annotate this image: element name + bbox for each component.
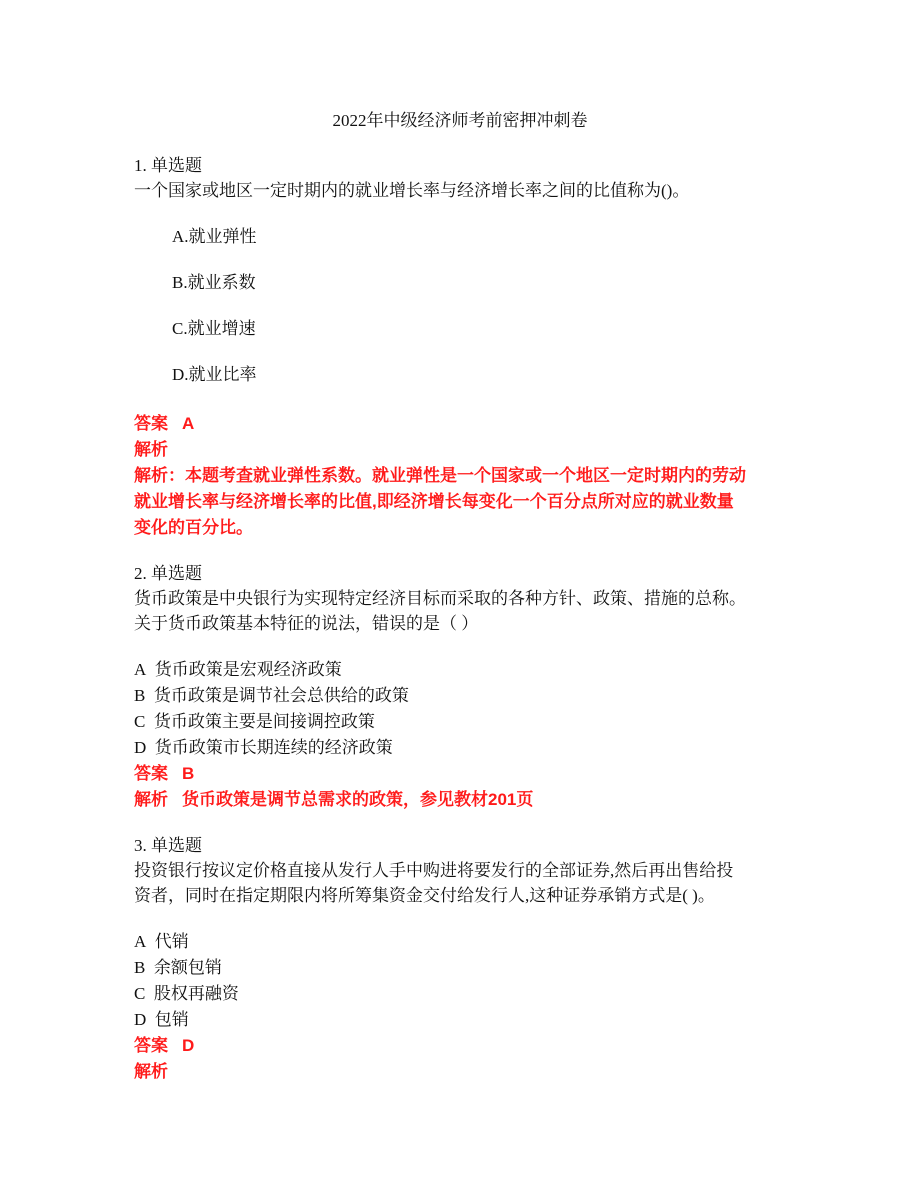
option-text: 货币政策是宏观经济政策	[154, 660, 342, 679]
option-letter: C	[134, 984, 146, 1003]
question-1-analysis-line-2: 就业增长率与经济增长率的比值,即经济增长每变化一个百分点所对应的就业数量	[134, 492, 734, 511]
question-3-option-a	[134, 929, 189, 955]
option-text: 余额包销	[153, 958, 222, 977]
answer-label: 答案	[134, 414, 168, 433]
option-text: 代销	[154, 932, 189, 951]
answer-label: 答案	[134, 764, 168, 783]
answer-value: A	[182, 414, 195, 433]
question-1-answer	[134, 411, 194, 437]
answer-label: 答案	[134, 1036, 168, 1055]
question-3-option-b	[134, 955, 222, 981]
question-1-option-a: A.就业弹性	[172, 227, 257, 246]
question-2-option-c	[134, 709, 375, 735]
question-1-option-b: B.就业系数	[172, 273, 256, 292]
question-1-header: 1. 单选题	[134, 156, 202, 175]
question-2-stem-line-1: 货币政策是中央银行为实现特定经济目标而采取的各种方针、政策、措施的总称。	[134, 589, 746, 608]
question-3-option-d	[134, 1007, 189, 1033]
question-1-option-d: D.就业比率	[172, 365, 257, 384]
question-2-stem-line-2: 关于货币政策基本特征的说法，错误的是（ ）	[134, 614, 479, 633]
question-3-option-c	[134, 981, 239, 1007]
question-1-analysis-line-3: 变化的百分比。	[134, 518, 253, 537]
option-letter: D	[134, 1010, 147, 1029]
option-letter: A	[134, 932, 147, 951]
option-text: 货币政策是调节社会总供给的政策	[153, 686, 409, 705]
analysis-label: 解析	[134, 790, 168, 809]
option-letter: B	[134, 958, 146, 977]
question-1-stem: 一个国家或地区一定时期内的就业增长率与经济增长率之间的比值称为()。	[134, 181, 690, 200]
question-2-answer	[134, 761, 194, 787]
question-3-header: 3. 单选题	[134, 836, 202, 855]
answer-value: B	[182, 764, 195, 783]
option-letter: B	[134, 686, 146, 705]
option-text: 货币政策市长期连续的经济政策	[154, 738, 393, 757]
question-2-option-d	[134, 735, 393, 761]
question-1-analysis-line-1: 解析：本题考查就业弹性系数。就业弹性是一个国家或一个地区一定时期内的劳动	[134, 466, 746, 485]
question-1-analysis-label: 解析	[134, 440, 168, 459]
question-2-analysis	[134, 787, 533, 813]
option-text: 包销	[154, 1010, 189, 1029]
question-2-header: 2. 单选题	[134, 564, 202, 583]
option-text: 货币政策主要是间接调控政策	[153, 712, 375, 731]
question-3-stem-line-1: 投资银行按议定价格直接从发行人手中购进将要发行的全部证券,然后再出售给投	[134, 861, 734, 880]
question-3-answer	[134, 1033, 194, 1059]
document-title: 2022年中级经济师考前密押冲刺卷	[332, 111, 588, 130]
question-3-analysis-label: 解析	[134, 1062, 168, 1081]
question-2-option-a	[134, 657, 342, 683]
question-1-option-c: C.就业增速	[172, 319, 256, 338]
question-2-option-b	[134, 683, 409, 709]
question-3-stem-line-2: 资者，同时在指定期限内将所筹集资金交付给发行人,这种证券承销方式是( )。	[134, 886, 715, 905]
option-letter: D	[134, 738, 147, 757]
option-text: 股权再融资	[153, 984, 239, 1003]
answer-value: D	[182, 1036, 195, 1055]
option-letter: A	[134, 660, 147, 679]
analysis-text: 货币政策是调节总需求的政策，参见教材201页	[182, 790, 534, 809]
option-letter: C	[134, 712, 146, 731]
